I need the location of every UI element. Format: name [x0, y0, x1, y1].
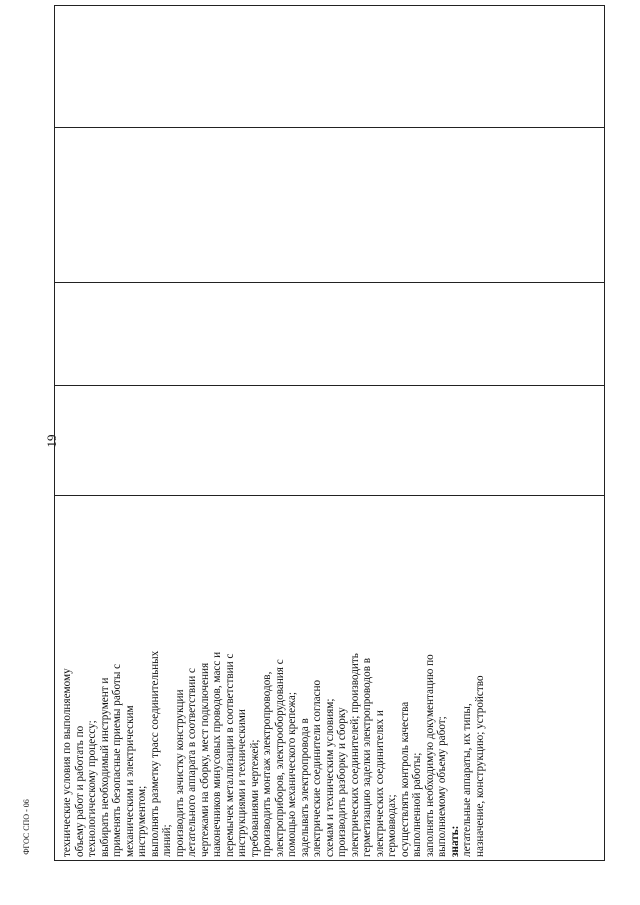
text-line: чертежами на сборку, мест подключения [198, 662, 211, 857]
text-line: электроприборов, электрооборудования с [273, 659, 286, 857]
text-line: герметизацию заделки электропроводов в [361, 657, 373, 857]
text-line: знать: [448, 825, 461, 857]
text-line: производить зачистку конструкции [173, 689, 186, 857]
text-line: помощью механического крепежа; [286, 692, 298, 857]
text-line: линий; [161, 824, 173, 857]
text-line: объему работ и работать по [73, 725, 86, 857]
table [54, 5, 605, 861]
column-divider [55, 127, 604, 128]
text-line: летательного аппарата в соответствии с [186, 668, 198, 857]
text-line: применять безопасные приемы работы с [111, 663, 123, 857]
text-line: инструкциями и техническими [236, 709, 248, 857]
text-line: заделывать электропровода в [298, 718, 311, 857]
text-line: требованиями чертежей; [248, 739, 261, 857]
column-divider [55, 282, 604, 283]
text-line: механическим и электрическим [123, 705, 136, 857]
text-line: электрические соединители согласно [311, 679, 323, 857]
text-line: производить разборку и сборку [336, 707, 348, 857]
main-text [61, 495, 486, 857]
text-line: заполнять необходимую документацию по [423, 654, 436, 857]
text-line: технические условия по выполняемому [61, 668, 73, 857]
text-line: назначение, конструкцию; устройство [473, 675, 486, 857]
main-text-cell [55, 495, 604, 861]
text-line: перемычек металлизации в соответствии с [223, 653, 236, 857]
text-line: выполнять разметку трасс соединительных [148, 650, 161, 857]
text-line: осуществлять контроль качества [398, 701, 411, 857]
text-line: летательные аппараты, их типы, [461, 703, 473, 857]
text-line: выполняемому объему работ; [436, 716, 448, 857]
text-line: наконечников минусовых проводов, масс и [211, 651, 223, 857]
text-line: производить монтаж электропроводов, [261, 671, 273, 857]
text-line: выбирать необходимый инструмент и [98, 677, 111, 857]
text-line: инструментом; [136, 785, 148, 857]
text-line: технологическому процессу; [86, 720, 98, 857]
footer-code: ФГОС СПО - 06 [22, 799, 31, 855]
text-line: схемам и техническим условиям; [323, 698, 336, 857]
column-divider [55, 385, 604, 386]
text-line: электрических соединителей; производить [348, 653, 361, 857]
text-line: выполненной работы; [411, 752, 423, 857]
text-line: гермовводах; [386, 794, 398, 857]
page-number: 19 [44, 434, 59, 448]
text-line: электрических соединителях и [373, 710, 386, 857]
